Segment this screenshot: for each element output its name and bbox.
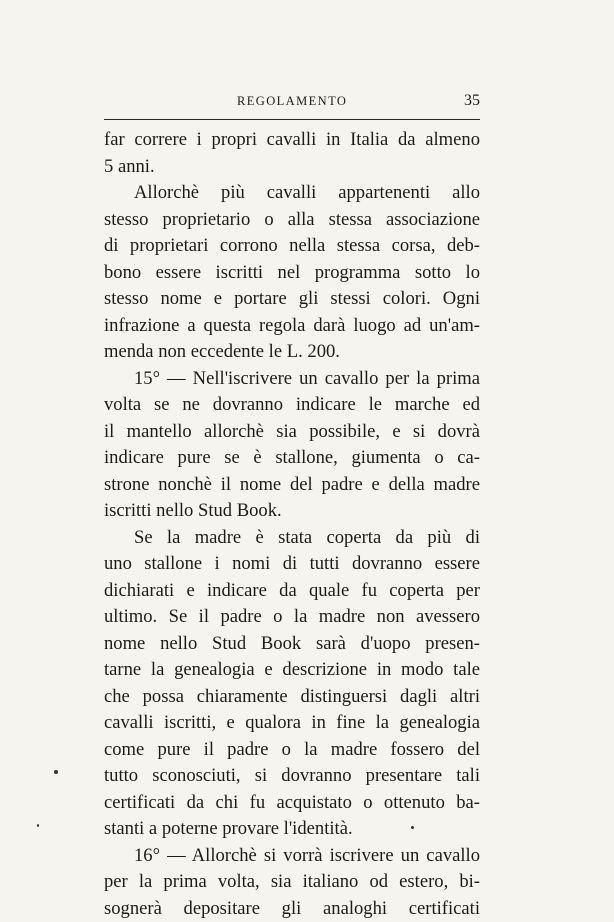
text-line: infrazione a questa regola darà luogo ad un'am- xyxy=(104,313,480,340)
text-line: far correre i propri cavalli in Italia da almeno xyxy=(104,127,480,154)
running-head: REGOLAMENTO xyxy=(237,94,347,109)
text-line: volta se ne dovranno indicare le marche ed xyxy=(104,392,480,419)
ink-speck xyxy=(37,824,39,827)
text-line: 15° — Nell'iscrivere un cavallo per la prima xyxy=(104,366,480,393)
text-line: il mantello allorchè sia possibile, e si dovrà xyxy=(104,419,480,446)
text-line: certificati da chi fu acquistato o ottenuto ba- xyxy=(104,790,480,817)
ink-speck xyxy=(411,826,414,829)
text-line: stesso proprietario o alla stessa associazione xyxy=(104,207,480,234)
page-number: 35 xyxy=(464,92,480,110)
text-line: di proprietari corrono nella stessa corsa, deb- xyxy=(104,233,480,260)
text-line: ultimo. Se il padre o la madre non avessero xyxy=(104,604,480,631)
text-line: stanti a poterne provare l'identità. xyxy=(104,816,480,843)
text-line: strone nonchè il nome del padre e della madre xyxy=(104,472,480,499)
text-line: stesso nome e portare gli stessi colori. Ogni xyxy=(104,286,480,313)
text-line: 5 anni. xyxy=(104,154,480,181)
text-line: bono essere iscritti nel programma sotto lo xyxy=(104,260,480,287)
text-line: Se la madre è stata coperta da più di xyxy=(104,525,480,552)
text-line: tarne la genealogia e descrizione in modo tale xyxy=(104,657,480,684)
text-line: uno stallone i nomi di tutti dovranno essere xyxy=(104,551,480,578)
text-line: menda non eccedente le L. 200. xyxy=(104,339,480,366)
page-header xyxy=(104,92,480,114)
text-line: sognerà depositare gli analoghi certificati xyxy=(104,896,480,922)
text-line: per la prima volta, sia italiano od estero, bi- xyxy=(104,869,480,896)
text-line: tutto sconosciuti, si dovranno presentare tali xyxy=(104,763,480,790)
text-line: 16° — Allorchè si vorrà iscrivere un cavallo xyxy=(104,843,480,870)
ink-speck xyxy=(54,770,58,774)
text-line: iscritti nello Stud Book. xyxy=(104,498,480,525)
text-line: indicare pure se è stallone, giumenta o ca- xyxy=(104,445,480,472)
text-line: nome nello Stud Book sarà d'uopo presen- xyxy=(104,631,480,658)
text-line: come pure il padre o la madre fossero del xyxy=(104,737,480,764)
text-line: cavalli iscritti, e qualora in fine la genealogia xyxy=(104,710,480,737)
body-text xyxy=(104,127,480,922)
text-line: dichiarati e indicare da quale fu coperta per xyxy=(104,578,480,605)
text-line: che possa chiaramente distinguersi dagli altri xyxy=(104,684,480,711)
header-rule xyxy=(104,119,480,120)
text-line: Allorchè più cavalli appartenenti allo xyxy=(104,180,480,207)
